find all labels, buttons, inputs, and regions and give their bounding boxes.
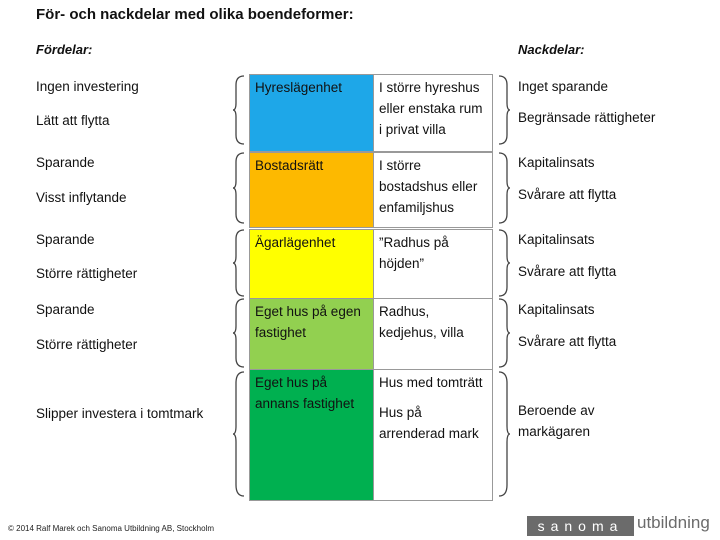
- right-brace-icon: [497, 75, 511, 145]
- advantage-text: Större rättigheter: [36, 266, 138, 281]
- housing-form-cell: [250, 153, 373, 227]
- right-brace-icon: [497, 229, 511, 297]
- disadvantages-header: Nackdelar:: [518, 42, 585, 57]
- disadvantage-text: Svårare att flytta: [518, 187, 617, 202]
- disadvantage-text: Begränsade rättigheter: [518, 110, 656, 125]
- disadvantage-text: Kapitalinsats: [518, 155, 595, 170]
- advantages-header: Fördelar:: [36, 42, 93, 57]
- description-text: I större hyreshus eller enstaka rum i privat villa: [379, 80, 483, 137]
- advantage-text: Sparande: [36, 232, 95, 247]
- housing-form-cell: [250, 75, 373, 151]
- housing-form-label: Eget hus på annans fastighet: [255, 375, 355, 411]
- housing-form-label: Hyreslägenhet: [255, 80, 343, 95]
- description-text-2: Hus på arrenderad mark: [379, 405, 479, 441]
- description-cell: [373, 75, 492, 151]
- advantage-text: Ingen investering: [36, 79, 139, 94]
- right-brace-icon: [497, 371, 511, 497]
- description-cell: [373, 370, 492, 500]
- table-row: [249, 229, 493, 299]
- page-title: För- och nackdelar med olika boendeformer:: [36, 6, 354, 23]
- description-text: ”Radhus på höjden”: [379, 235, 449, 271]
- description-cell: [373, 230, 492, 298]
- housing-form-label: Eget hus på egen fastighet: [255, 304, 361, 340]
- publisher-logo-tail: utbildning: [637, 513, 710, 532]
- table-row: [249, 152, 493, 228]
- description-text: Hus med tomträtt: [379, 375, 483, 390]
- publisher-logo-box: sanoma: [527, 516, 634, 536]
- disadvantage-text: Inget sparande: [518, 79, 609, 94]
- copyright-footer: © 2014 Ralf Marek och Sanoma Utbildning AB, Stockholm: [8, 524, 214, 533]
- left-brace-icon: [232, 371, 246, 497]
- left-brace-icon: [232, 152, 246, 224]
- disadvantage-text: Svårare att flytta: [518, 264, 617, 279]
- advantage-text: Visst inflytande: [36, 190, 127, 205]
- advantage-text: Större rättigheter: [36, 337, 138, 352]
- description-text: Radhus, kedjehus, villa: [379, 304, 464, 340]
- housing-form-cell: [250, 370, 373, 500]
- disadvantage-text: Svårare att flytta: [518, 334, 617, 349]
- advantage-text: Sparande: [36, 155, 95, 170]
- housing-form-cell: [250, 230, 373, 298]
- disadvantage-text: Kapitalinsats: [518, 302, 595, 317]
- left-brace-icon: [232, 75, 246, 145]
- right-brace-icon: [497, 152, 511, 224]
- housing-form-label: Ägarlägenhet: [255, 235, 336, 250]
- housing-form-label: Bostadsrätt: [255, 158, 324, 173]
- housing-form-cell: [250, 299, 373, 369]
- description-text: I större bostadshus eller enfamiljshus: [379, 158, 478, 215]
- left-brace-icon: [232, 298, 246, 368]
- advantage-text: Sparande: [36, 302, 95, 317]
- left-brace-icon: [232, 229, 246, 297]
- table-row: [249, 369, 493, 501]
- table-row: [249, 74, 493, 152]
- advantage-text: Slipper investera i tomtmark: [36, 406, 204, 421]
- disadvantage-text: Kapitalinsats: [518, 232, 595, 247]
- disadvantage-text: Beroende av markägaren: [518, 403, 595, 439]
- description-cell: [373, 299, 492, 369]
- advantage-text: Lätt att flytta: [36, 113, 110, 128]
- table-row: [249, 298, 493, 370]
- right-brace-icon: [497, 298, 511, 368]
- description-cell: [373, 153, 492, 227]
